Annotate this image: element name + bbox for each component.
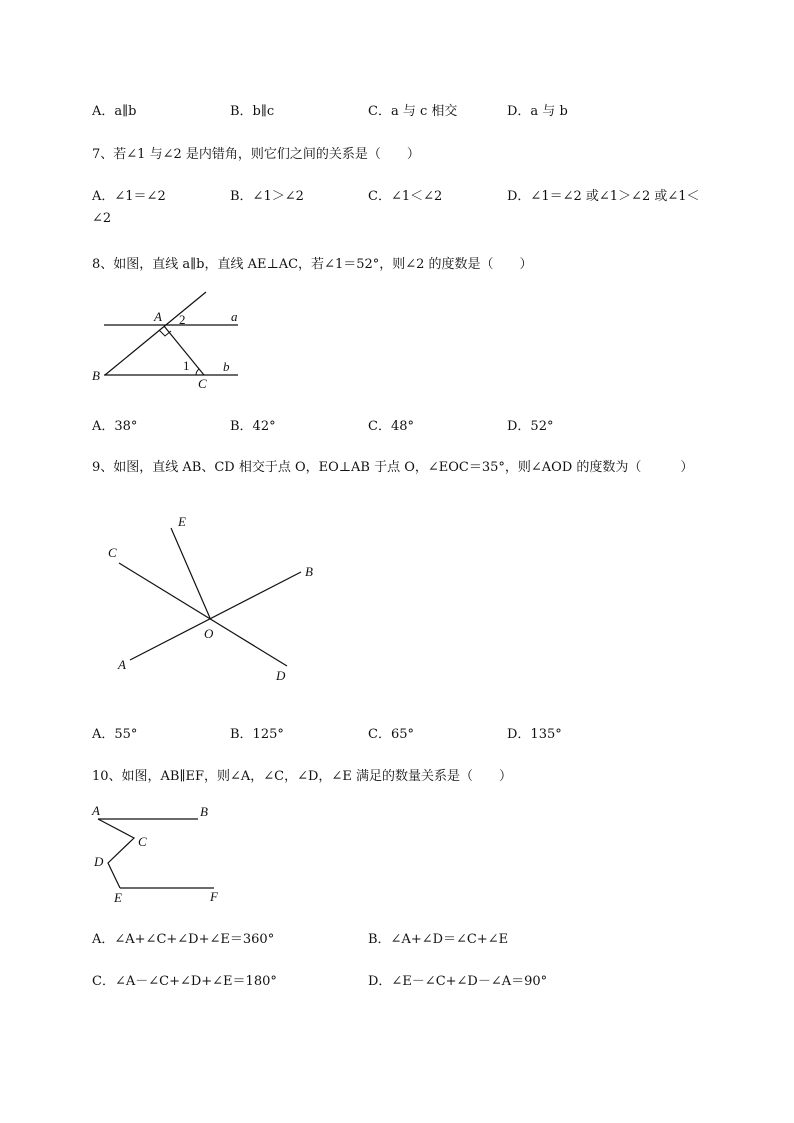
q10-label-B: B <box>200 804 208 819</box>
q8-figure <box>88 288 258 398</box>
q10-label-F: F <box>210 889 218 904</box>
q9-label-D: D <box>276 668 286 683</box>
q9-label-E: E <box>178 514 186 529</box>
q8-option-c: C．48° <box>368 419 414 434</box>
q6-option-a: A．a∥b <box>92 104 137 119</box>
q10-label-D: D <box>94 854 104 869</box>
q7-stem: 7、若∠1 与∠2 是内错角，则它们之间的关系是（ ） <box>92 147 420 162</box>
q8-option-a: A．38° <box>92 419 138 434</box>
q9-option-a: A．55° <box>92 727 138 742</box>
q9-option-d: D．135° <box>507 727 562 742</box>
q9-label-A: A <box>118 657 126 672</box>
q9-figure <box>100 510 330 690</box>
q6-option-b: B．b∥c <box>230 104 275 119</box>
q10-label-C: C <box>138 834 147 849</box>
q7-option-a: A．∠1＝∠2 <box>92 189 166 204</box>
q9-label-B: B <box>305 564 313 579</box>
q8-label-A: A <box>154 309 162 324</box>
q8-label-2: 2 <box>179 312 186 327</box>
q8-label-a: a <box>231 309 238 324</box>
q10-option-a: A．∠A+∠C+∠D+∠E＝360° <box>92 932 275 947</box>
q10-option-b: B．∠A+∠D＝∠C+∠E <box>368 932 509 947</box>
q9-label-O: O <box>204 626 214 641</box>
q10-label-A: A <box>92 803 100 818</box>
q7-option-c: C．∠1＜∠2 <box>368 189 443 204</box>
q7-option-d-wrap: ∠2 <box>92 211 112 226</box>
q8-option-b: B．42° <box>230 419 276 434</box>
q10-label-E: E <box>114 890 122 905</box>
q8-label-C: C <box>198 376 207 391</box>
q9-stem: 9、如图，直线 AB、CD 相交于点 O，EO⊥AB 于点 O，∠EOC＝35°，则∠AOD 的度数为（ ） <box>92 460 694 475</box>
q8-option-d: D．52° <box>507 419 554 434</box>
q7-option-b: B．∠1＞∠2 <box>230 189 304 204</box>
q9-option-c: C．65° <box>368 727 414 742</box>
q10-stem: 10、如图，AB∥EF，则∠A，∠C，∠D，∠E 满足的数量关系是（ ） <box>92 769 512 784</box>
q6-option-d: D．a 与 b <box>507 104 568 119</box>
q8-label-B: B <box>92 368 100 383</box>
q10-option-d: D．∠E－∠C+∠D－∠A＝90° <box>368 974 548 989</box>
q7-option-d: D．∠1＝∠2 或∠1＞∠2 或∠1＜ <box>507 189 700 204</box>
q10-option-c: C．∠A－∠C+∠D+∠E＝180° <box>92 974 277 989</box>
q8-stem: 8、如图，直线 a∥b，直线 AE⊥AC，若∠1＝52°，则∠2 的度数是（ ） <box>92 257 533 272</box>
q8-label-b: b <box>223 359 230 374</box>
q10-figure <box>88 800 238 910</box>
q8-label-1: 1 <box>183 358 190 373</box>
q9-label-C: C <box>108 545 117 560</box>
q9-option-b: B．125° <box>230 727 284 742</box>
q6-option-c: C．a 与 c 相交 <box>368 104 458 119</box>
